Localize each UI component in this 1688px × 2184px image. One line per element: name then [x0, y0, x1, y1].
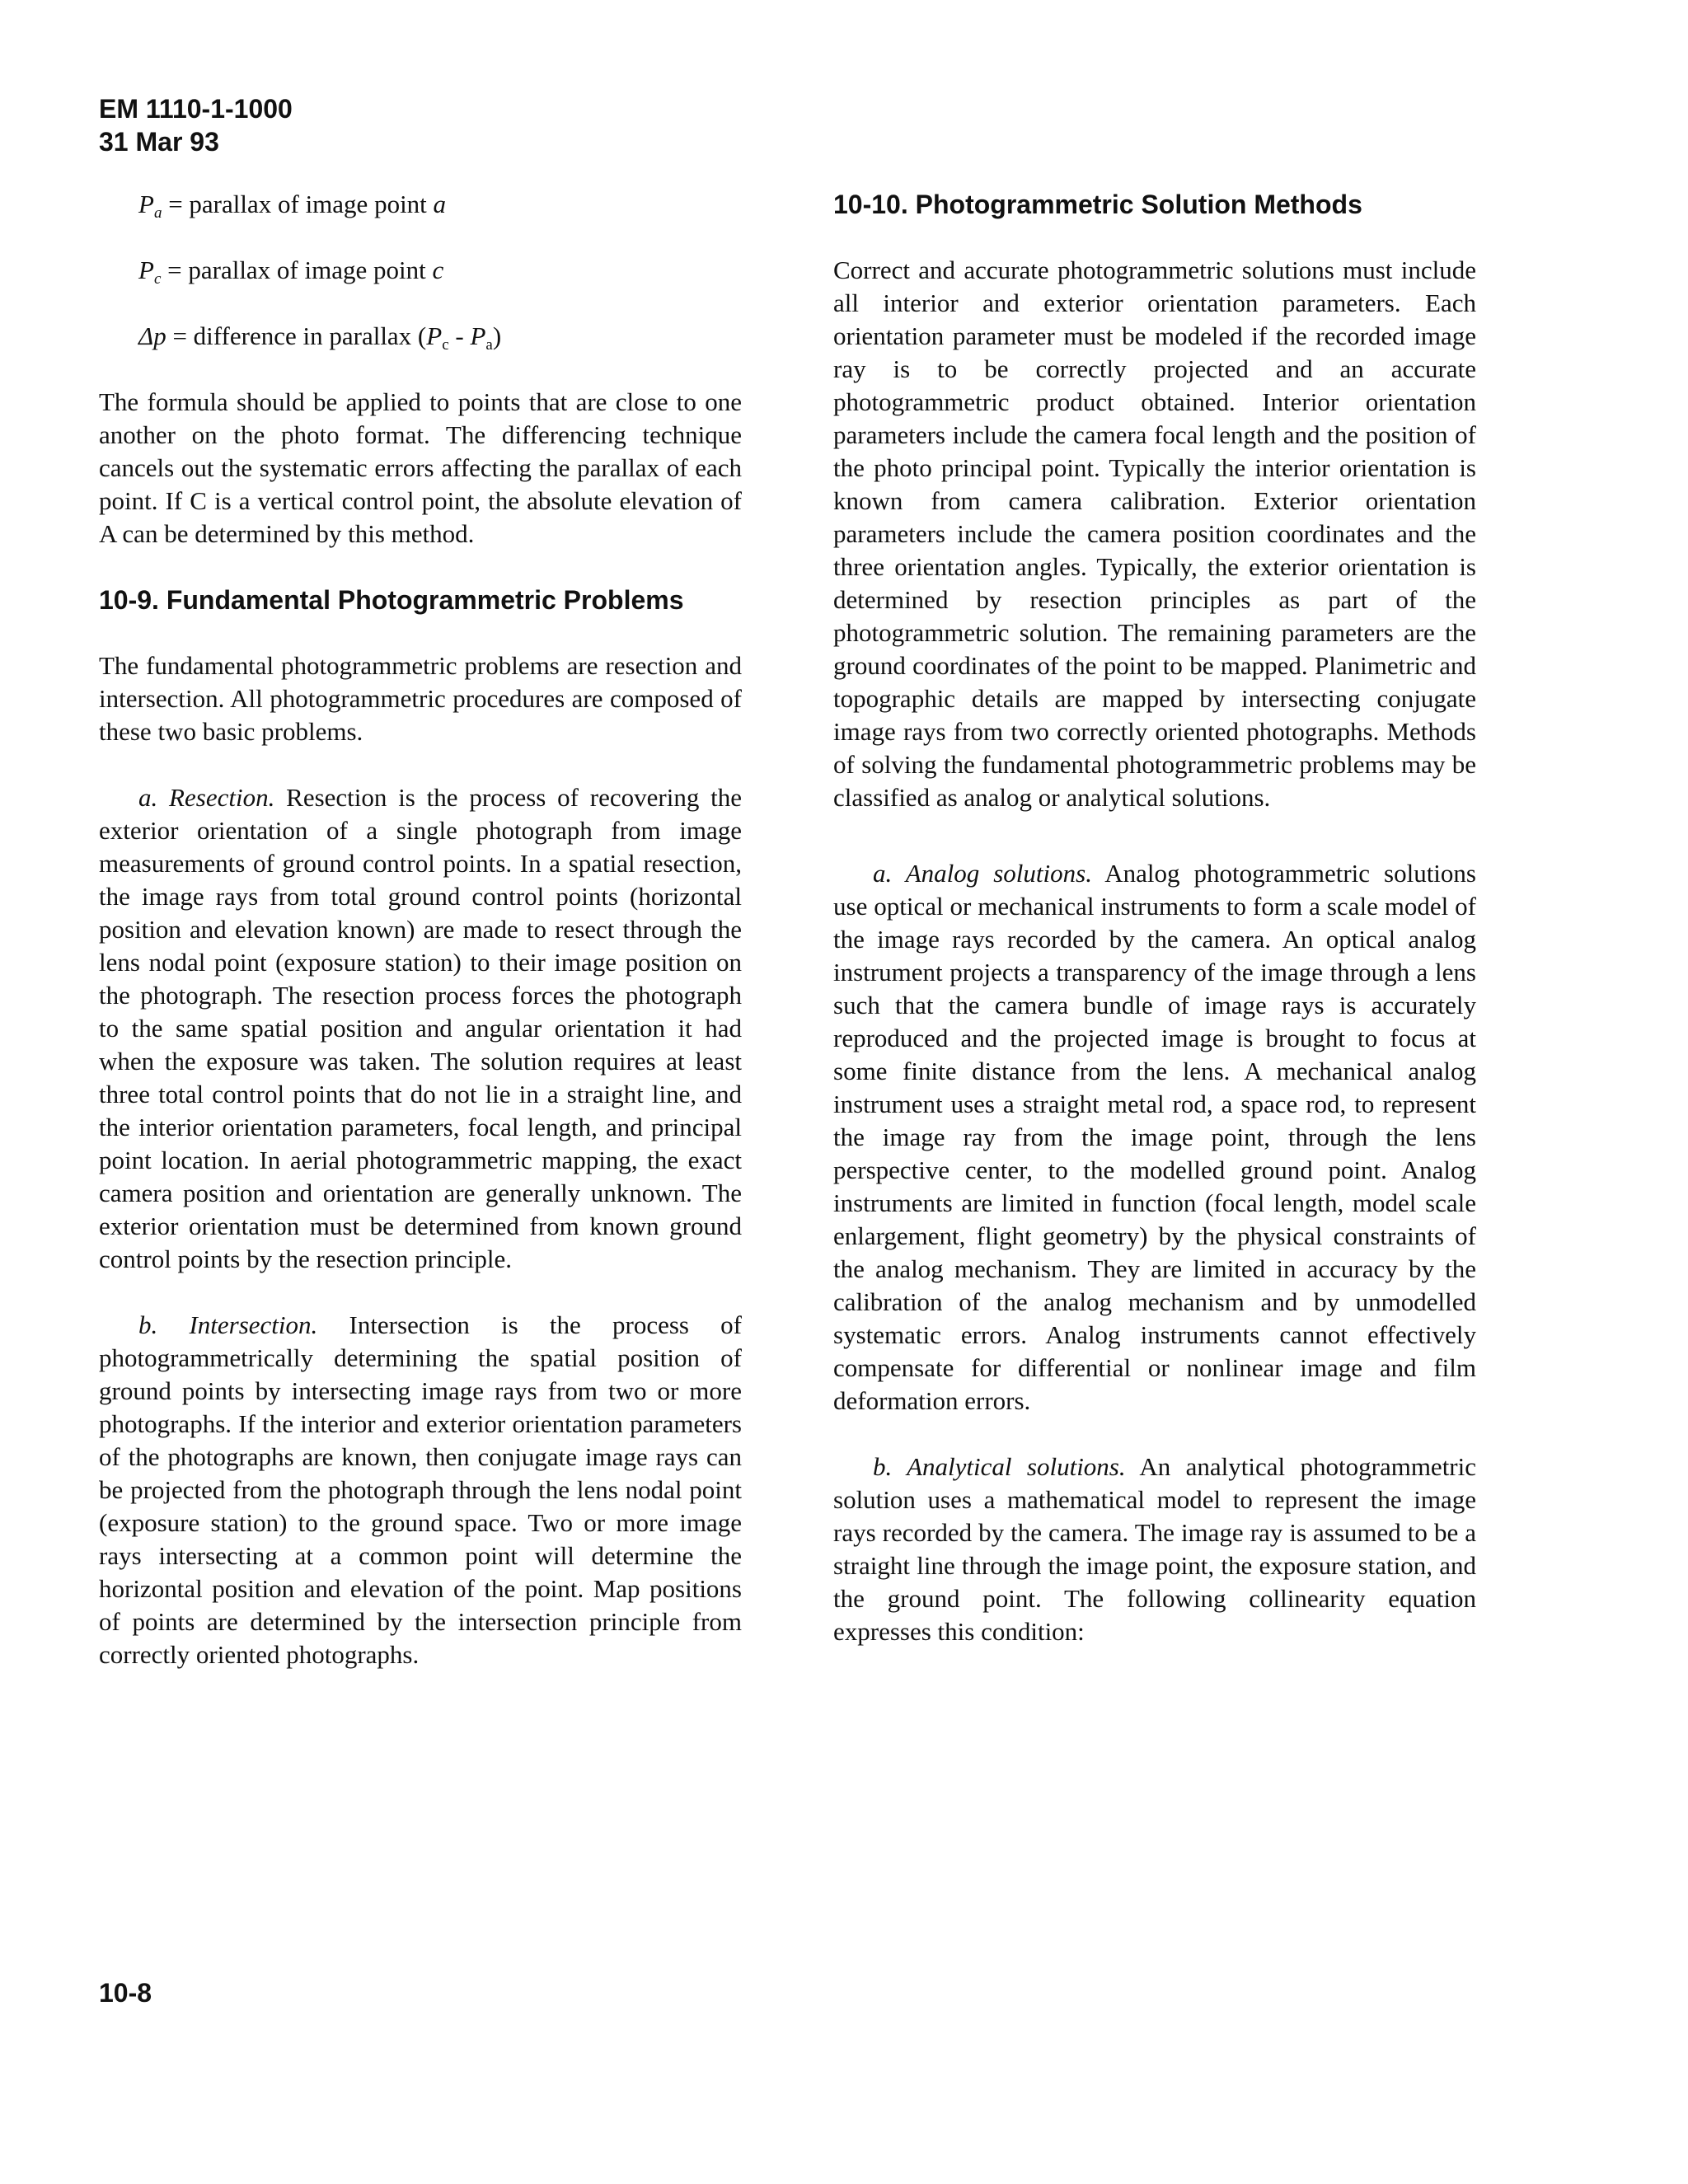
intersection-paragraph: b. Intersection. Intersection is the process of photogrammetrically determining the spatial position of ground points by intersecting image rays from two or more photographs. If the interior and exterior orientation parameters of the photographs are known, then conjugate image rays can be projected from the photograph through the lens nodal point (exposure station) to the ground space. Two or more image rays intersecting at a common point will determine the horizontal position and elevation of the point. Map positions of points are determined by the intersection principle from correctly oriented photographs. — [99, 1310, 742, 1669]
definition-pc: $P_c$ = parallax of image point c — [138, 255, 444, 288]
page-number: 10-8 — [99, 1978, 152, 2008]
analytical-label: b. Analytical solutions. — [873, 1452, 1126, 1481]
analog-label: a. Analog solutions. — [873, 859, 1092, 888]
left-column — [99, 188, 742, 1704]
section-heading-10-10: 10-10. Photogrammetric Solution Methods — [833, 190, 1362, 219]
page-header — [99, 92, 293, 158]
resection-paragraph: a. Resection. Resection is the process of recovering the exterior orientation of a single photograph from image measurements of ground control points. In a spatial resection, the image rays from total ground control points (horizontal position and elevation known) are made to resect through the lens nodal point (exposure station) to their image position on the photograph. The resection process forces the photograph to the same spatial position and angular orientation it had when the exposure was taken. The solution requires at least three total control points that do not lie in a straight line, and the interior orientation parameters, focal length, and principal point location. In aerial photogrammetric mapping, the exact camera position and orientation are generally unknown. The exterior orientation must be determined from known ground control points by the resection principle. — [99, 783, 742, 1273]
document-date: 31 Mar 93 — [99, 127, 219, 157]
resection-label: a. Resection. — [138, 783, 275, 812]
intersection-label: b. Intersection. — [138, 1310, 318, 1339]
analog-solutions-paragraph: a. Analog solutions. Analog photogrammetric solutions use optical or mechanical instruments to form a scale model of the image rays recorded by the camera. An optical analog instrument projects a transparency of the image through a lens such that the camera bundle of image rays is accurately reproduced and the projected image is brought to focus at some finite distance from the lens. A mechanical analog instrument uses a straight metal rod, a space rod, to represent the image ray from the image point, through the lens perspective center, to the modelled ground point. Analog instruments are limited in function (focal length, model scale enlargement, flight geometry) by the physical constraints of the analog mechanism. They are limited in accuracy by the calibration of the analog mechanism and by unmodelled systematic errors. Analog instruments cannot effectively compensate for differential or nonlinear image and film deformation errors. — [833, 859, 1476, 1415]
definition-delta-p: Δp = difference in parallax $(P_c - P_a)$ — [138, 321, 502, 354]
analytical-solutions-paragraph: b. Analytical solutions. An analytical photogrammetric solution uses a mathematical model to represent the image rays recorded by the camera. The image ray is assumed to be a straight line through the image point, the exposure station, and the ground point. The following collinearity equation expresses this condition: — [833, 1452, 1476, 1646]
section-heading-10-9: 10-9. Fundamental Photogrammetric Problems — [99, 585, 684, 615]
formula-paragraph: The formula should be applied to points that are close to one another on the photo format. The differencing technique cancels out the systematic errors affecting the parallax of each point. If C is a vertical control point, the absolute elevation of A can be determined by this method. — [99, 387, 742, 548]
solution-methods-paragraph: Correct and accurate photogrammetric solutions must include all interior and exterior orientation parameters. Each orientation parameter must be modeled if the recorded image ray is to be correctly projected and an accurate photogrammetric product obtained. Interior orientation parameters include the camera focal length and the position of the photo principal point. Typically the interior orientation is known from camera calibration. Exterior orientation parameters include the camera position coordinates and the three orientation angles. Typically, the exterior orientation is determined by resection principles as part of the photogrammetric solution. The remaining parameters are the ground coordinates of the point to be mapped. Planimetric and topographic details are mapped by intersecting conjugate image rays from two correctly oriented photographs. Methods of solving the fundamental photogrammetric problems may be classified as analog or analytical solutions. — [833, 255, 1476, 812]
definition-pa: $P_a$ = parallax of image point a — [138, 190, 447, 222]
right-column — [833, 188, 1476, 1681]
document-number: EM 1110-1-1000 — [99, 94, 293, 124]
problems-intro-paragraph: The fundamental photogrammetric problems are resection and intersection. All photogrammetric procedures are composed of these two basic problems. — [99, 651, 742, 746]
